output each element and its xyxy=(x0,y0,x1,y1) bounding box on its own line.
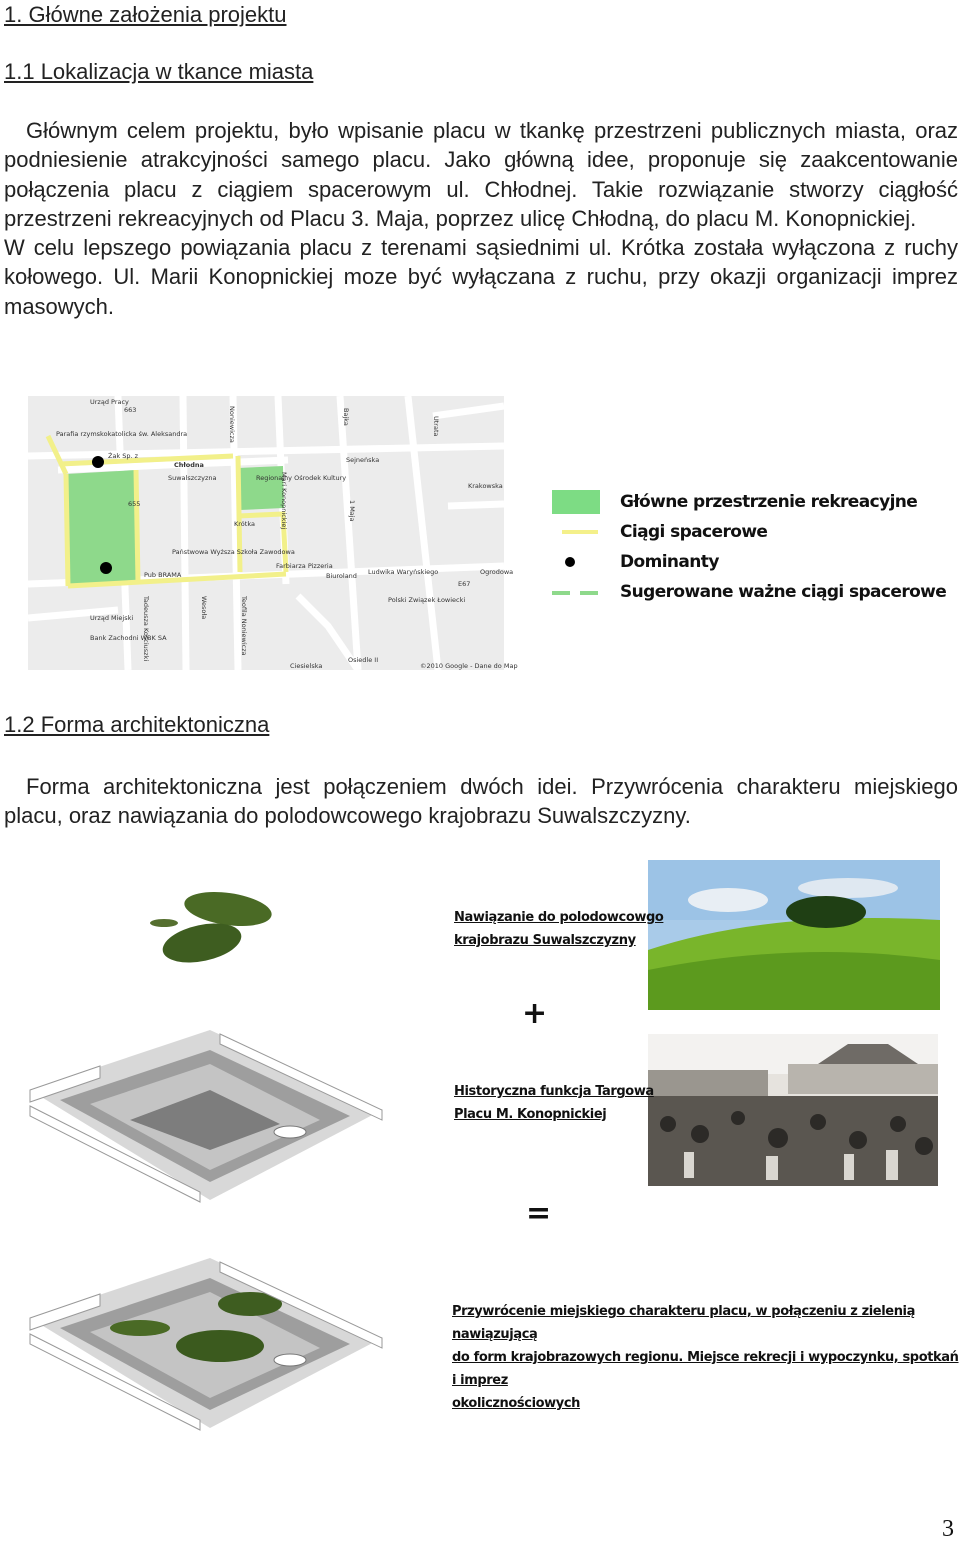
dashed-line-swatch-icon xyxy=(552,578,600,608)
map-label: Sejneńska xyxy=(346,456,380,464)
map-label: Chłodna xyxy=(174,461,204,469)
paragraph-traffic: W celu lepszego powiązania placu z terenami sąsiednimi ul. Krótka została wyłączona z ruchy kołowego. Ul. Marii Konopnickiej moze być wyłączana z ruchu, przy okazji organizacji imprez masowych. xyxy=(4,235,958,319)
map-label: Noniewicza xyxy=(228,406,236,443)
legend-label: Sugerowane ważne ciągi spacerowe xyxy=(620,582,947,602)
map-label: Bank Zachodni WBK SA xyxy=(90,634,167,642)
map-label: Ogrodowa xyxy=(480,568,514,576)
map-label: Polski Związek Łowiecki xyxy=(388,596,466,604)
map-label: Tadeusza Kościuszki xyxy=(142,596,150,662)
map-label: Mari Konopnickiej xyxy=(280,472,288,530)
map-label: Ciesielska xyxy=(290,662,323,670)
historic-market-photo xyxy=(648,1034,938,1186)
map-label: 663 xyxy=(124,406,137,414)
map-label: Parafia rzymskokatolicka św. Aleksandra xyxy=(56,430,188,438)
map-label: Bajka xyxy=(342,408,350,426)
map-label: Utrata xyxy=(432,416,440,437)
map-label: 1 Maja xyxy=(348,500,356,522)
map-label: Pub BRAMA xyxy=(144,571,182,579)
landscape-photo xyxy=(648,860,940,1010)
combined-square-model-graphic xyxy=(20,1248,392,1438)
caption-combined: Przywrócenie miejskiego charakteru placu, w połączeniu z zielenią nawiązującą do form krajobrazowych regionu. Miejsce rekrecji i wypoczynku, spotkań i imprez okolicznościowych xyxy=(452,1304,959,1411)
map-label: ©2010 Google - Dane do Map xyxy=(420,662,518,670)
plus-icon: + xyxy=(522,996,548,1031)
map-label: 655 xyxy=(128,500,141,508)
map-label: Krótka xyxy=(234,520,255,528)
path-line-swatch-icon xyxy=(552,518,600,548)
map-label: Urząd Pracy xyxy=(90,398,129,406)
legend-item xyxy=(552,518,952,548)
map-label: Urząd Miejski xyxy=(90,614,134,622)
caption-historic-market: Historyczna funkcja Targowa Placu M. Konopnickiej xyxy=(454,1084,654,1122)
map-label: Wesoła xyxy=(200,596,208,620)
map-label: Żak Sp. z xyxy=(108,452,139,460)
street-map-graphic xyxy=(28,396,518,670)
map-label: Farbiarza Pizzeria xyxy=(276,562,333,570)
legend-item xyxy=(552,488,952,518)
legend-label: Główne przestrzenie rekreacyjne xyxy=(620,492,918,512)
legend-item xyxy=(552,548,952,578)
map-label: Suwalszczyzna xyxy=(168,474,217,482)
page-number: 3 xyxy=(942,1516,954,1542)
caption-landscape: Nawiązanie do polodowcowgo krajobrazu Suwalszczyzny xyxy=(454,910,664,948)
map-label: Biuroland xyxy=(326,572,357,580)
heading-architectural-form: 1.2 Forma architektoniczna xyxy=(4,712,270,737)
green-area-swatch-icon xyxy=(552,488,600,518)
equals-icon: = xyxy=(526,1196,552,1231)
heading-main-assumptions: 1. Główne założenia projektu xyxy=(4,2,287,27)
map-label: Ludwika Waryńskiego xyxy=(368,568,439,576)
square-model-graphic xyxy=(20,1020,392,1210)
map-label: Państwowa Wyższa Szkoła Zawodowa xyxy=(172,548,295,556)
dot-swatch-icon xyxy=(552,548,600,578)
legend-label: Dominanty xyxy=(620,552,719,572)
street-map xyxy=(28,396,518,670)
landscape-shapes-graphic xyxy=(140,885,290,970)
map-label: Osiedle II xyxy=(348,656,379,664)
map-label: Teofila Noniewicza xyxy=(240,596,248,656)
map-label: Regionalny Ośrodek Kultury xyxy=(256,474,347,482)
legend-label: Ciągi spacerowe xyxy=(620,522,768,542)
legend-item xyxy=(552,578,952,608)
map-label: E67 xyxy=(458,580,471,588)
heading-location: 1.1 Lokalizacja w tkance miasta xyxy=(4,59,314,84)
map-legend xyxy=(552,488,952,608)
paragraph-architectural-form: Forma architektoniczna jest połączeniem dwóch idei. Przywrócenia charakteru miejskiego placu, oraz nawiązania do polodowcowego krajobrazu Suwalszczyzny. xyxy=(4,774,958,829)
paragraph-goal: Głównym celem projektu, było wpisanie placu w tkankę przestrzeni publicznych miasta, oraz podniesienie atrakcyjności samego placu. Jako główną idee, proponuje się zaakcentowanie połączenia placu z ciągiem spacerowym ul. Chłodnej. Takie rozwiązanie stworzy ciągłość przestrzeni rekreacyjnych od Placu 3. Maja, poprzez ulicę Chłodną, do placu M. Konopnickiej. xyxy=(4,118,958,231)
location-text xyxy=(4,116,958,321)
map-label: Krakowska xyxy=(468,482,503,490)
